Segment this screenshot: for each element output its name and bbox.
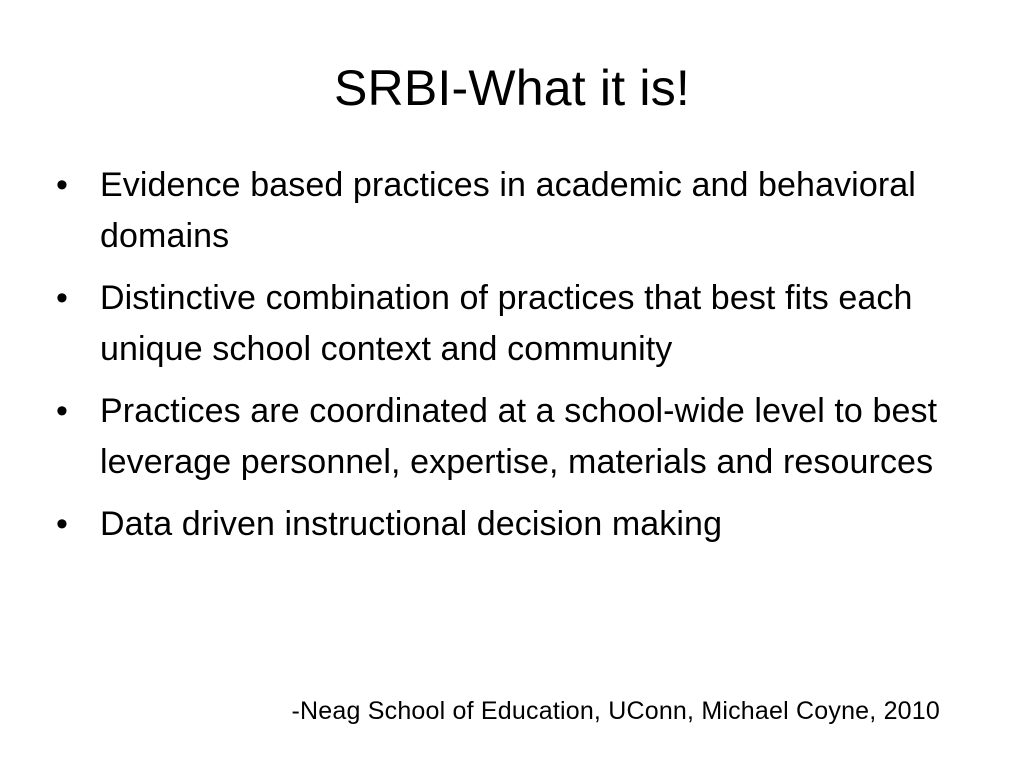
bullet-text: Practices are coordinated at a school-wide level to best leverage personnel, expertise, materials and resources xyxy=(100,392,938,481)
citation-text: -Neag School of Education, UConn, Michael Coyne, 2010 xyxy=(291,697,940,725)
bullet-icon: • xyxy=(56,166,69,204)
slide-title: SRBI-What it is! xyxy=(333,60,691,116)
bullet-text: Distinctive combination of practices that best fits each unique school context and community xyxy=(100,279,913,368)
bullet-item xyxy=(56,499,956,550)
bullet-icon: • xyxy=(56,392,69,430)
bullet-text: Evidence based practices in academic and behavioral domains xyxy=(100,166,916,255)
bullet-item xyxy=(56,160,956,262)
bullet-icon: • xyxy=(56,279,69,317)
bullet-text: Data driven instructional decision making xyxy=(100,505,723,543)
bullet-item xyxy=(56,273,956,375)
bullet-icon: • xyxy=(56,505,69,543)
bullet-list xyxy=(56,160,956,561)
bullet-item xyxy=(56,386,956,488)
